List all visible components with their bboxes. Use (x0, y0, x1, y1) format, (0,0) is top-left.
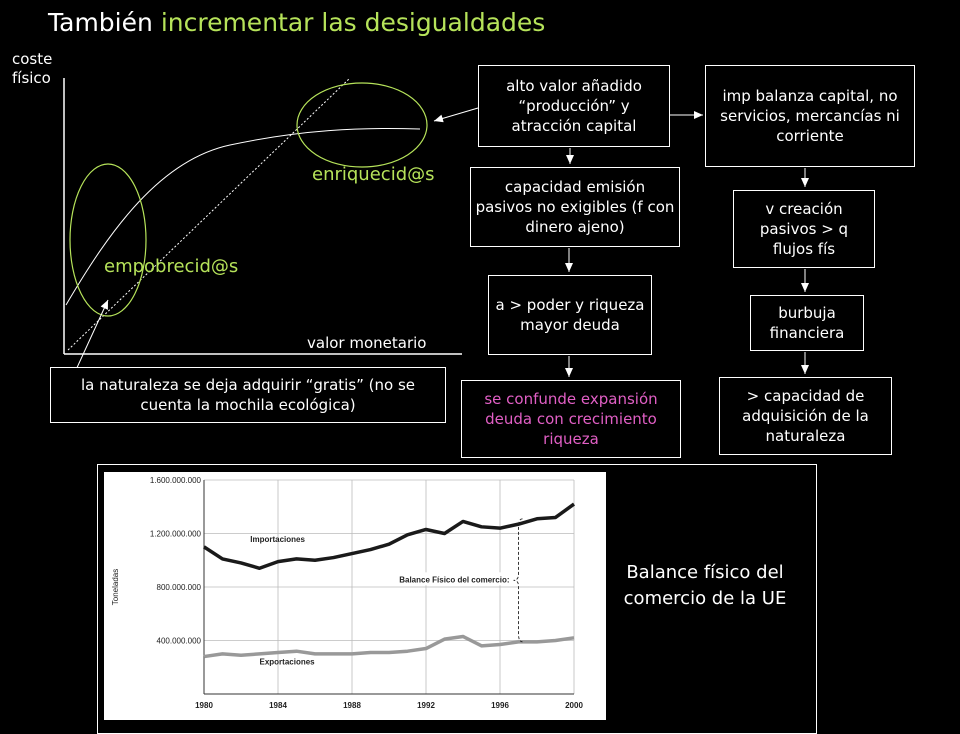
flow-box-bubble-text: burbuja financiera (769, 304, 845, 342)
title-highlight: incrementar las desigualdades (160, 8, 546, 37)
chart-balance-brace (514, 519, 523, 642)
x-axis-label: valor monetario (307, 334, 427, 352)
flow-box-high-value-text: alto valor añadido “producción” y atracción capital (506, 77, 642, 135)
nature-note-text: la naturaleza se deja adquirir “gratis” (no se cuenta la mochila ecológica) (80, 376, 416, 414)
flow-box-capital-balance-text: imp balanza capital, no servicios, mercancías ni corriente (720, 87, 900, 145)
rich-label: enriquecid@s (312, 164, 435, 185)
chart-series-label: Exportaciones (259, 657, 315, 667)
flow-box-liabilities-text: capacidad emisión pasivos no exigibles (f con dinero ajeno) (475, 178, 675, 236)
chart-annotation: Balance Físico del comercio: (399, 575, 510, 585)
title-prefix: También (48, 8, 153, 37)
flow-box-nature-acquisition (719, 377, 892, 455)
y-axis-label-line1: coste (12, 50, 53, 68)
flow-box-debt-confusion-text: se confunde expansión deuda con crecimiento riqueza (484, 390, 658, 448)
y-axis-label-line2: físico (12, 69, 51, 87)
chart-x-tick-label: 1980 (195, 701, 213, 710)
cost-value-curve (66, 128, 420, 305)
nature-note-box (50, 367, 446, 423)
flow-box-nature-acquisition-text: > capacidad de adquisición de la naturaleza (742, 387, 869, 445)
flow-box-liability-creation (733, 190, 875, 268)
arrow-b1-to-rich (434, 108, 478, 121)
chart-y-tick-label: 800.000.000 (156, 583, 201, 592)
chart-series-label: Importaciones (250, 535, 305, 545)
poor-label: empobrecid@s (104, 256, 239, 277)
chart-x-tick-label: 2000 (565, 701, 583, 710)
flow-box-liability-creation-text: v creación pasivos > q flujos fís (759, 200, 849, 258)
flow-box-debt-confusion (461, 380, 681, 458)
flow-box-power (488, 275, 652, 355)
chart-y-axis-label: Toneladas (111, 568, 120, 606)
flow-box-bubble (750, 295, 864, 351)
chart-x-tick-label: 1988 (343, 701, 361, 710)
flow-box-power-text: a > poder y riqueza mayor deuda (495, 296, 645, 334)
arrow-note-to-poor (75, 300, 108, 372)
flow-box-capital-balance (705, 65, 915, 167)
chart-y-tick-label: 400.000.000 (156, 636, 201, 646)
chart-x-tick-label: 1984 (269, 701, 287, 710)
chart-caption: Balance físico del comercio de la UE (623, 562, 787, 609)
flow-box-liabilities (470, 167, 680, 247)
chart-y-tick-label: 1.600.000.000 (149, 476, 201, 485)
chart-x-tick-label: 1992 (417, 701, 435, 710)
chart-series-line-exportaciones (204, 636, 574, 656)
flow-box-high-value (478, 65, 670, 147)
y-axis-label (12, 50, 52, 88)
chart-y-tick-label: 1.200.000.000 (149, 529, 201, 539)
rich-ellipse (297, 83, 427, 167)
chart-x-tick-label: 1996 (491, 701, 509, 710)
diagonal-reference-line (68, 78, 350, 350)
eu-trade-chart-svg (104, 472, 606, 720)
eu-trade-chart (104, 472, 606, 720)
